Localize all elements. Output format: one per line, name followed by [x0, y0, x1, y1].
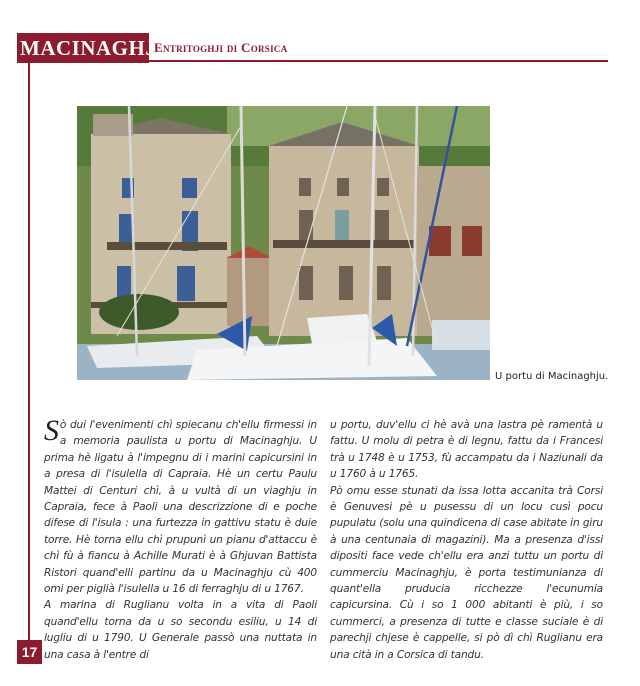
page-number: 17	[17, 640, 42, 664]
paragraph: Pò omu esse stunati da issa lotta accanita trà Corsi è Genuvesi pè u pusessu di un locu cusì pocu pupulatu (solu una quindicena di case abitate in giru à una centunaia di magazini). Ma a presenza d'issi dipositi face vede ch'ellu era anzi tuttu un portu di cummerciu Macinaghju, è porta testimunianza di quant'ella pruducia ricchezze l'ecunumia capicursina. Cù i so 1 000 abitanti è più, i so cummerci, a presenza di tutte e classe suciale è di parechji chjese è cappelle, si pò dì chì Ruglianu era una cità in a Corsica di tandu.	[330, 484, 603, 661]
harbour-photo	[77, 106, 490, 380]
photo-caption: U portu di Macinaghju.	[495, 371, 609, 382]
paragraph: u portu, duv'ellu ci hè avà una lastra pè ramentà u fattu. U molu di petra è di legnu, fattu da i Francesi trà u 1748 è u 1753, fù accampatu da i Naziunali da u 1760 à u 1765.	[330, 419, 603, 481]
margin-rule	[28, 63, 30, 640]
chapter-title: MACINAGHJU	[17, 33, 149, 63]
text-column-right	[330, 417, 603, 663]
header-rule	[149, 60, 608, 62]
drop-cap: S	[44, 414, 59, 447]
paragraph-text: ò dui l'evenimenti chì spiecanu ch'ellu firmessi in a memoria paulista u portu di Macinaghju. U prima hè ligatu à l'impegnu di i marini capicursini in a presa di l'isulella di Capraia. Hè un certu Paulu Mattei di Centuri chì, à u vultà di un viaghju in Capraia, fece à Paoli una descrizzione di e poche difese di l'isula : una furtezza in gattivu statu è duie torre. Hè torna ellu chì prupunì un pianu d'attaccu è chì fù à fiancu à Achille Murati è à Ghjuvan Battista Ristori quand'elli partinu da u Macinaghju cù 400 omi per piglià l'isulella u 16 di ferraghju di u 1767.	[44, 419, 317, 596]
text-column-left	[44, 414, 317, 663]
paragraph	[44, 414, 317, 597]
harbour-photo-illustration	[77, 106, 490, 380]
chapter-subtitle: Entritoghji di Corsica	[154, 40, 288, 55]
paragraph: A marina di Ruglianu volta in a vita di Paoli quand'ellu torna da u so secondu esiliu, u 14 di lugliu di u 1790. U Generale passò una nuttata in una casa à l'entre di	[44, 599, 317, 661]
